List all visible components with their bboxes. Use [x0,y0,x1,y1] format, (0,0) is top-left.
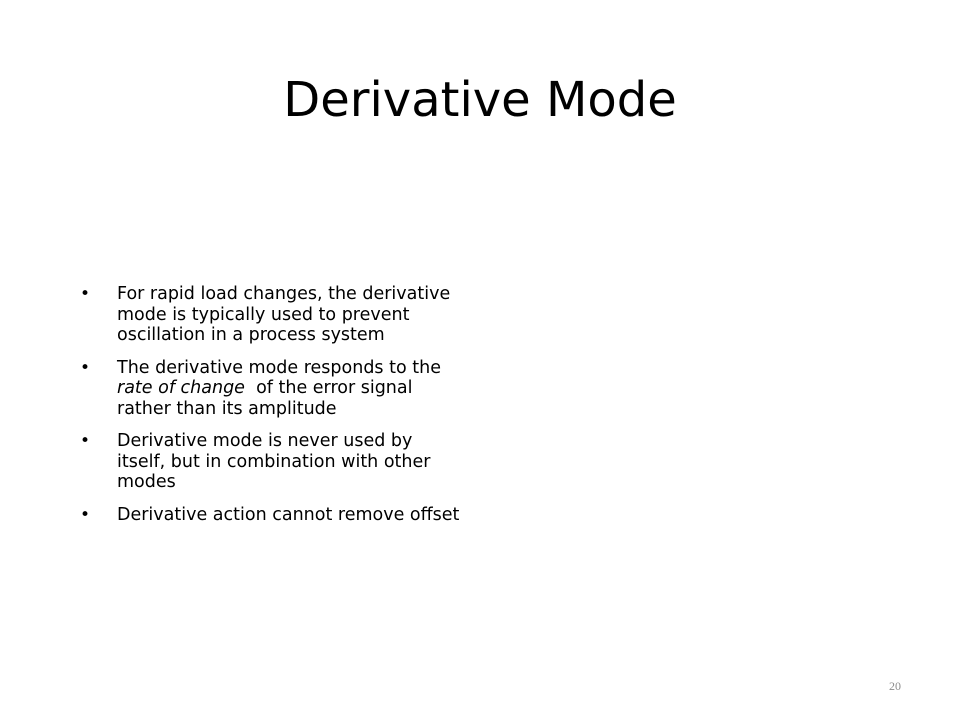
bullet-icon: • [80,504,91,525]
bullet-text [117,358,441,419]
page-number: 20 [889,679,901,693]
bullet-item-4 [80,505,460,526]
slide-title: Derivative Mode [283,72,677,128]
bullet-item-2 [80,358,460,420]
bullet-text: Derivative mode is never used by itself, but in combination with other modes [117,431,431,492]
bullet-text: For rapid load changes, the derivative mode is typically used to prevent oscillation in a process system [117,284,451,345]
bullet-item-3 [80,431,460,493]
bullet-text-after: of the error signal rather than its amplitude [117,378,419,419]
bullet-icon: • [80,357,91,378]
bullet-text-emphasis: rate of change [117,378,245,398]
bullet-icon: • [80,284,91,304]
bullet-text: Derivative action cannot remove offset [117,504,460,525]
bullet-text-before: The derivative mode responds to the [117,357,441,378]
bullet-icon: • [80,431,91,451]
bullet-item-1 [80,284,460,346]
bullet-list [80,284,460,537]
